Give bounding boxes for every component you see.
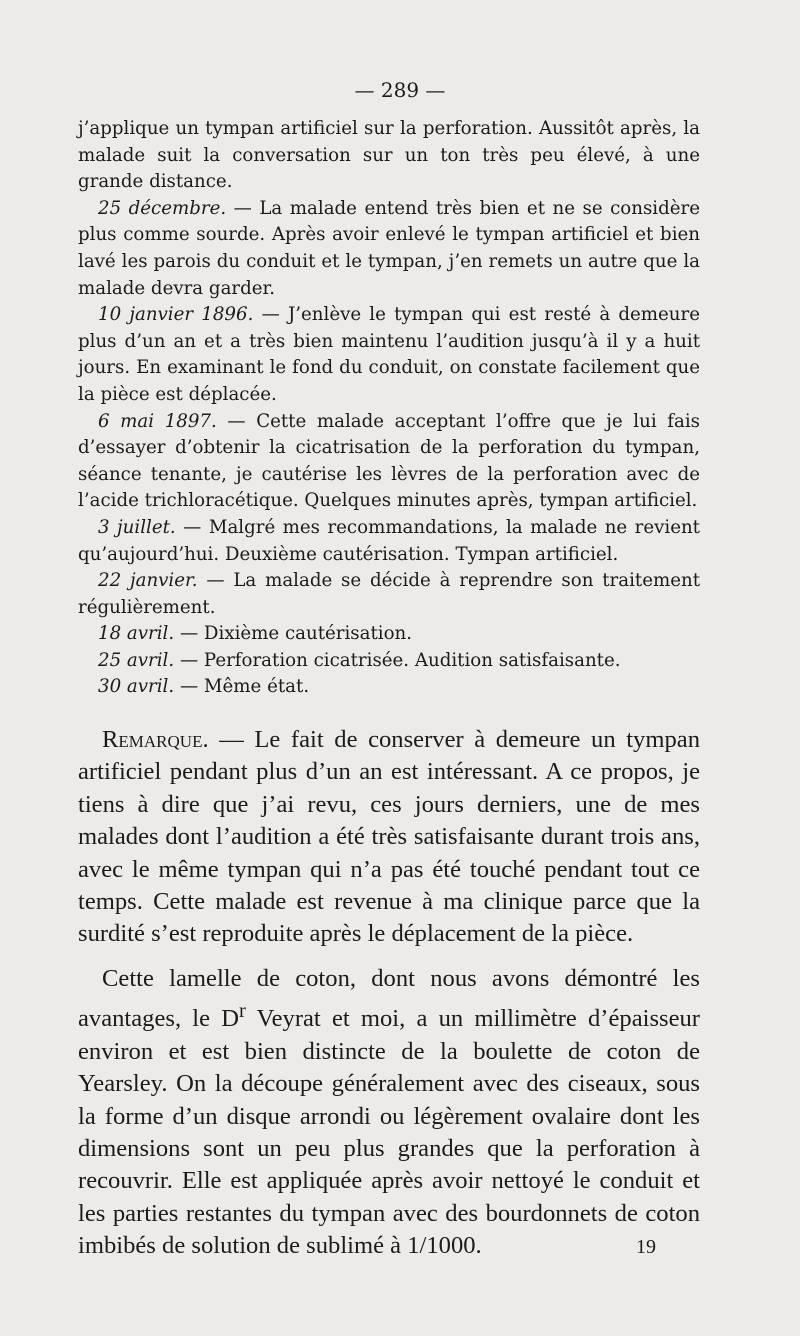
entry-text: — Perforation cicatrisée. Audition satisfaisante. [179, 649, 621, 671]
remarks [78, 724, 700, 1263]
lamelle-text-2: Veyrat et moi, a un millimètre d’épaisseur environ et est bien distincte de la boulette de coton de Yearsley. On la découpe généralement avec des ciseaux, sous la forme d’un disque arrondi ou légèrement ovalaire dont les dimensions sont un peu plus grandes que la perforation à recouvrir. Elle est appliquée après avoir nettoyé le conduit et les parties restantes du tympan avec des bourdonnets de coton imbibés de solution de sublimé à 1/1000. [78, 1005, 700, 1260]
entry-text: — Même état. [179, 676, 310, 698]
paragraph [78, 674, 700, 701]
doctor-abbrev-sup: r [239, 1000, 246, 1023]
case-notes [78, 116, 700, 701]
remarque-label: Remarque. [102, 726, 209, 753]
paragraph [78, 409, 700, 515]
lamelle-text-1: Cette lamelle de coton, dont nous avons démontré les avantages, le D [78, 964, 700, 1033]
entry-text: — La malade entend très bien et ne se considère plus comme sourde. Après avoir enlevé le tympan artificiel et bien lavé les parois du conduit et le tympan, j’en remets un autre que la malade devra garder. [78, 197, 700, 299]
entry-text: — Cette malade acceptant l’offre que je lui fais d’essayer d’obtenir la cicatrisation de la perforation du tympan, séance tenante, je cautérise les lèvres de la perforation avec de l’acide trichloracétique. Quelques minutes après, tympan artificiel. [78, 410, 700, 512]
entry-text: — J’enlève le tympan qui est resté à demeure plus d’un an et a très bien maintenu l’audition jusqu’à il y a huit jours. En examinant le fond du conduit, on constate facilement que la pièce est déplacée. [78, 304, 700, 405]
entry-text: j’applique un tympan artificiel sur la perforation. Aussitôt après, la malade suit la conversation sur un ton très peu élevé, à une grande distance. [78, 118, 700, 193]
entry-date: 22 janvier. [98, 570, 198, 592]
entry-date: 25 décembre. [98, 197, 227, 219]
entry-text: — Dixième cautérisation. [179, 623, 413, 645]
remarque-text: — Le fait de conserver à demeure un tympan artificiel pendant plus d’un an est intéressant. A ce propos, je tiens à dire que j’ai revu, ces jours derniers, une de mes malades dont l’audition a été très satisfaisante durant trois ans, avec le même tympan qui n’a pas été touché pendant tout ce temps. Cette malade est revenue à ma clinique parce que la surdité s’est reproduite après le déplacement de la pièce. [78, 726, 700, 948]
entry-date: 18 avril. [98, 623, 175, 645]
entry-date: 6 mai 1897. [98, 410, 217, 432]
entry-date: 30 avril. [98, 676, 175, 698]
paragraph [78, 196, 700, 302]
entry-text: — Malgré mes recommandations, la malade ne revient qu’aujourd’hui. Deuxième cautérisation. Tympan artificiel. [78, 516, 700, 565]
remarque-paragraph [78, 724, 700, 951]
paragraph [78, 515, 700, 568]
entry-date: 25 avril. [98, 649, 175, 671]
paragraph [78, 621, 700, 648]
paragraph [78, 302, 700, 408]
entry-date: 10 janvier 1896. [98, 304, 254, 326]
paragraph [78, 116, 700, 196]
entry-date: 3 juillet. [98, 516, 176, 538]
signature-mark: 19 [636, 1236, 656, 1258]
paragraph [78, 648, 700, 675]
entry-text: — La malade se décide à reprendre son traitement régulièrement. [78, 570, 701, 618]
paragraph [78, 568, 700, 621]
page-number: — 289 — [354, 78, 446, 102]
lamelle-paragraph [78, 963, 700, 1263]
